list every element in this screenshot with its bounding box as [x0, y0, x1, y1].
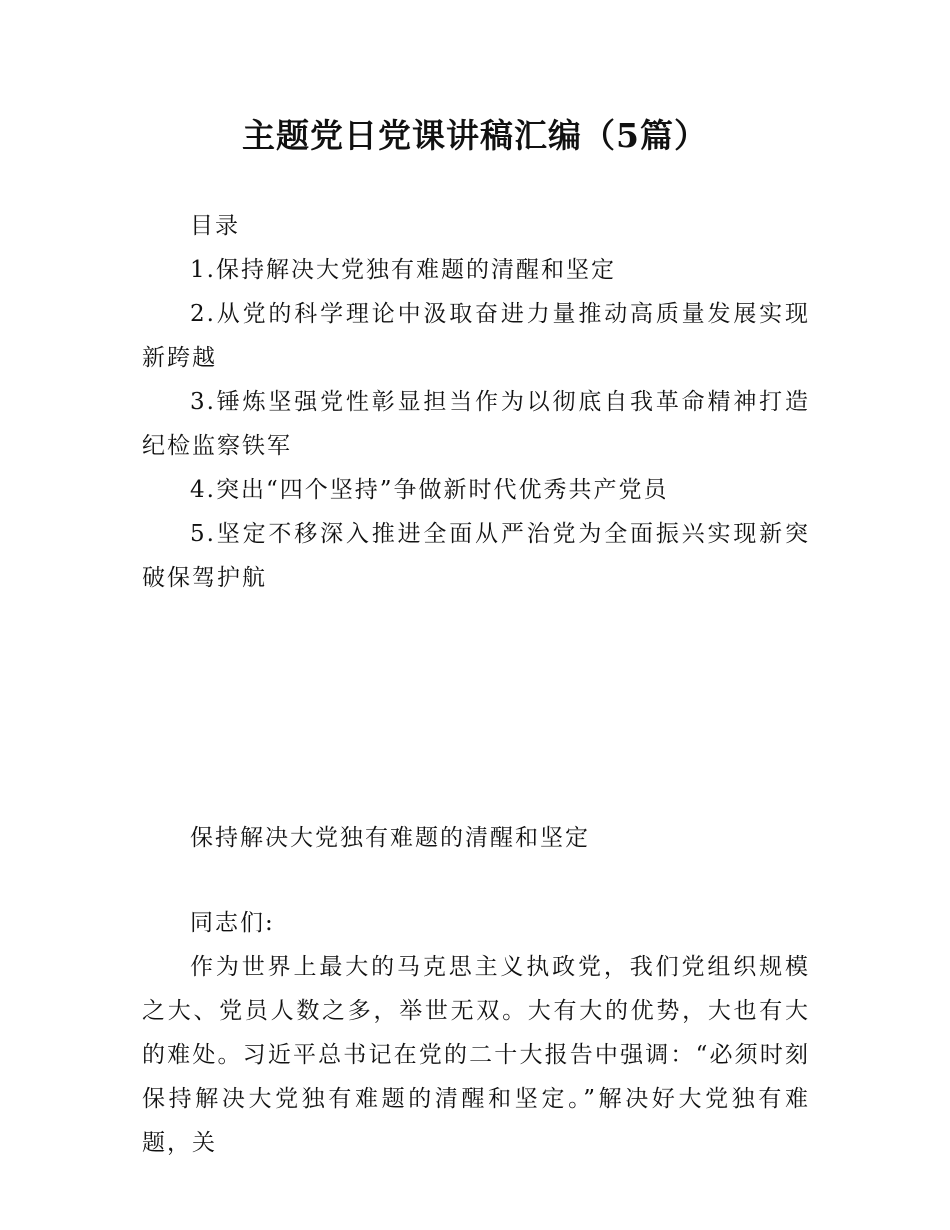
salutation: 同志们: — [190, 910, 275, 936]
toc-item-5: 5.坚定不移深入推进全面从严治党为全面振兴实现新突破保驾护航 — [142, 521, 810, 591]
section-title: 保持解决大党独有难题的清醒和坚定 — [190, 825, 590, 851]
toc-heading: 目录 — [190, 213, 240, 239]
toc-item-1: 1.保持解决大党独有难题的清醒和坚定 — [190, 257, 616, 283]
body-paragraph-1: 作为世界上最大的马克思主义执政党，我们党组织规模之大、党员人数之多，举世无双。大有大的优势，大也有大的难处。习近平总书记在党的二十大报告中强调：“必须时刻保持解决大党独有难题的清醒和坚定。”解决好大党独有难题，关 — [142, 954, 810, 1156]
section-title-block — [142, 816, 810, 860]
body-text — [142, 945, 810, 1165]
toc-item-3: 3.锤炼坚强党性彰显担当作为以彻底自我革命精神打造纪检监察铁军 — [142, 389, 810, 459]
document-title: 主题党日党课讲稿汇编（5篇） — [242, 116, 708, 155]
toc-item-4: 4.突出“四个坚持”争做新时代优秀共产党员 — [190, 477, 669, 503]
toc-item-2: 2.从党的科学理论中汲取奋进力量推动高质量发展实现新跨越 — [142, 301, 810, 371]
salutation-block — [142, 901, 810, 945]
table-of-contents — [142, 204, 810, 600]
